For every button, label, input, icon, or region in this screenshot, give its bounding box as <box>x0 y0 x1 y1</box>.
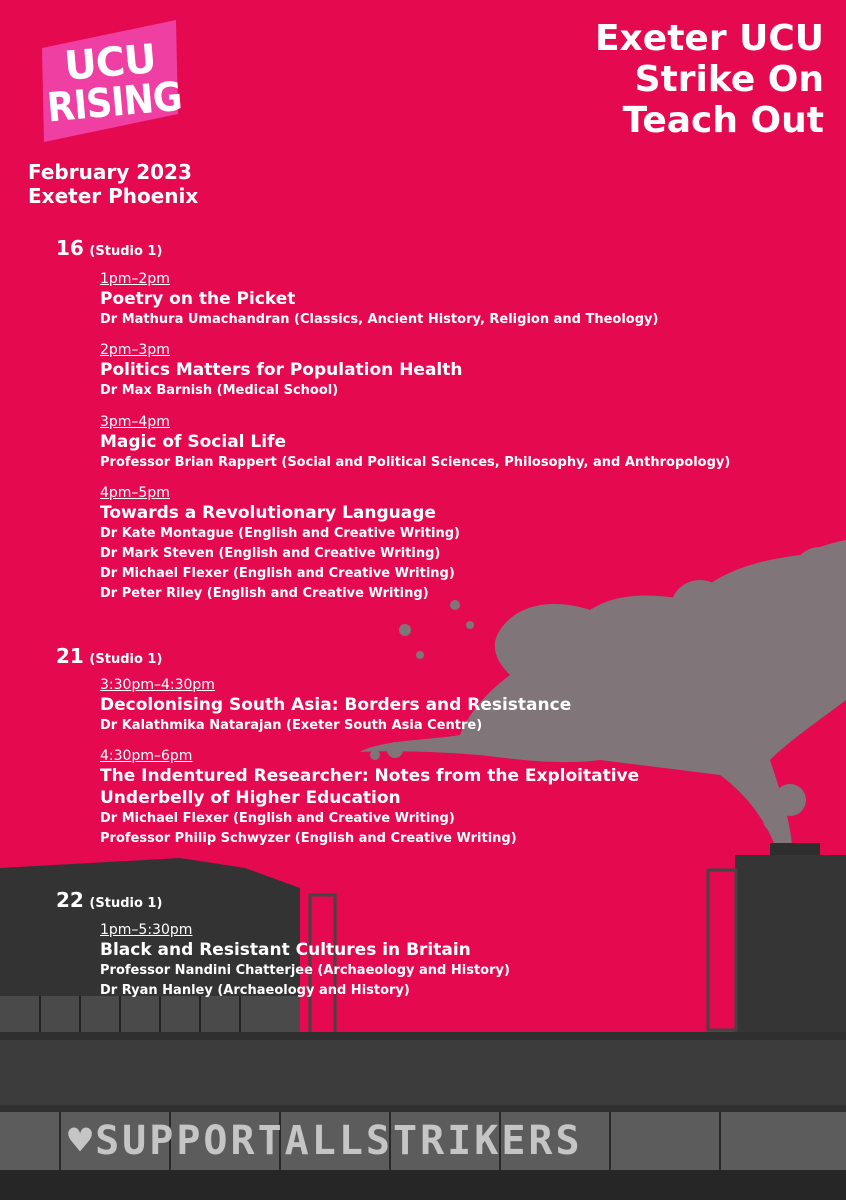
event-time: 3pm–4pm <box>100 414 170 430</box>
ucu-rising-logo <box>40 18 184 143</box>
day-studio: (Studio 1) <box>89 652 163 667</box>
event-item <box>100 485 800 604</box>
title-line-1: Exeter UCU <box>594 18 824 59</box>
day-heading <box>56 888 162 912</box>
event-item <box>100 677 800 736</box>
event-time: 4pm–5pm <box>100 485 170 501</box>
event-time: 3:30pm–4:30pm <box>100 677 215 693</box>
event-title-continued: Underbelly of Higher Education <box>100 788 401 808</box>
event-speaker: Professor Brian Rappert (Social and Political Sciences, Philosophy, and Anthropology) <box>100 455 731 470</box>
event-speaker: Dr Kalathmika Natarajan (Exeter South Asia Centre) <box>100 718 483 733</box>
event-title: Poetry on the Picket <box>100 289 296 309</box>
event-time: 2pm–3pm <box>100 342 170 358</box>
day-studio: (Studio 1) <box>89 244 163 259</box>
event-speaker: Dr Ryan Hanley (Archaeology and History) <box>100 983 410 998</box>
event-time: 4:30pm–6pm <box>100 748 193 764</box>
event-speaker: Dr Kate Montague (English and Creative Writing) <box>100 526 460 541</box>
event-item <box>100 748 800 849</box>
date-venue <box>28 160 198 208</box>
day-studio: (Studio 1) <box>89 896 163 911</box>
event-speaker: Professor Nandini Chatterjee (Archaeology and History) <box>100 963 510 978</box>
event-speaker: Dr Max Barnish (Medical School) <box>100 383 339 398</box>
title-line-2: Strike On <box>634 59 824 100</box>
banner-text: ♥SUPPORTALLSTRIKERS <box>68 1118 583 1164</box>
date-text: February 2023 <box>28 160 192 184</box>
event-speaker: Dr Michael Flexer (English and Creative Writing) <box>100 811 455 826</box>
logo-rising-text: RISING <box>45 73 184 132</box>
event-title: Magic of Social Life <box>100 432 287 452</box>
day-number: 21 <box>56 644 84 668</box>
event-item <box>100 342 800 401</box>
venue-text: Exeter Phoenix <box>28 184 199 208</box>
event-item <box>100 271 800 330</box>
poster-title <box>595 18 824 141</box>
event-item <box>100 922 800 1001</box>
logo-ucu-text: UCU <box>62 36 158 90</box>
event-speaker: Dr Mark Steven (English and Creative Writing) <box>100 546 441 561</box>
event-speaker: Dr Peter Riley (English and Creative Writing) <box>100 586 429 601</box>
event-item <box>100 414 800 473</box>
event-speaker: Dr Mathura Umachandran (Classics, Ancient History, Religion and Theology) <box>100 312 659 327</box>
event-title: Politics Matters for Population Health <box>100 360 463 380</box>
event-time: 1pm–2pm <box>100 271 170 287</box>
event-title: Black and Resistant Cultures in Britain <box>100 940 471 960</box>
event-title: The Indentured Researcher: Notes from the Exploitative <box>100 766 640 786</box>
day-heading <box>56 236 162 260</box>
day-number: 22 <box>56 888 84 912</box>
event-time: 1pm–5:30pm <box>100 922 193 938</box>
event-speaker: Dr Michael Flexer (English and Creative Writing) <box>100 566 455 581</box>
event-speaker: Professor Philip Schwyzer (English and Creative Writing) <box>100 831 517 846</box>
day-number: 16 <box>56 236 84 260</box>
event-title: Towards a Revolutionary Language <box>100 503 436 523</box>
event-title: Decolonising South Asia: Borders and Resistance <box>100 695 572 715</box>
title-line-3: Teach Out <box>622 100 824 141</box>
day-heading <box>56 644 162 668</box>
